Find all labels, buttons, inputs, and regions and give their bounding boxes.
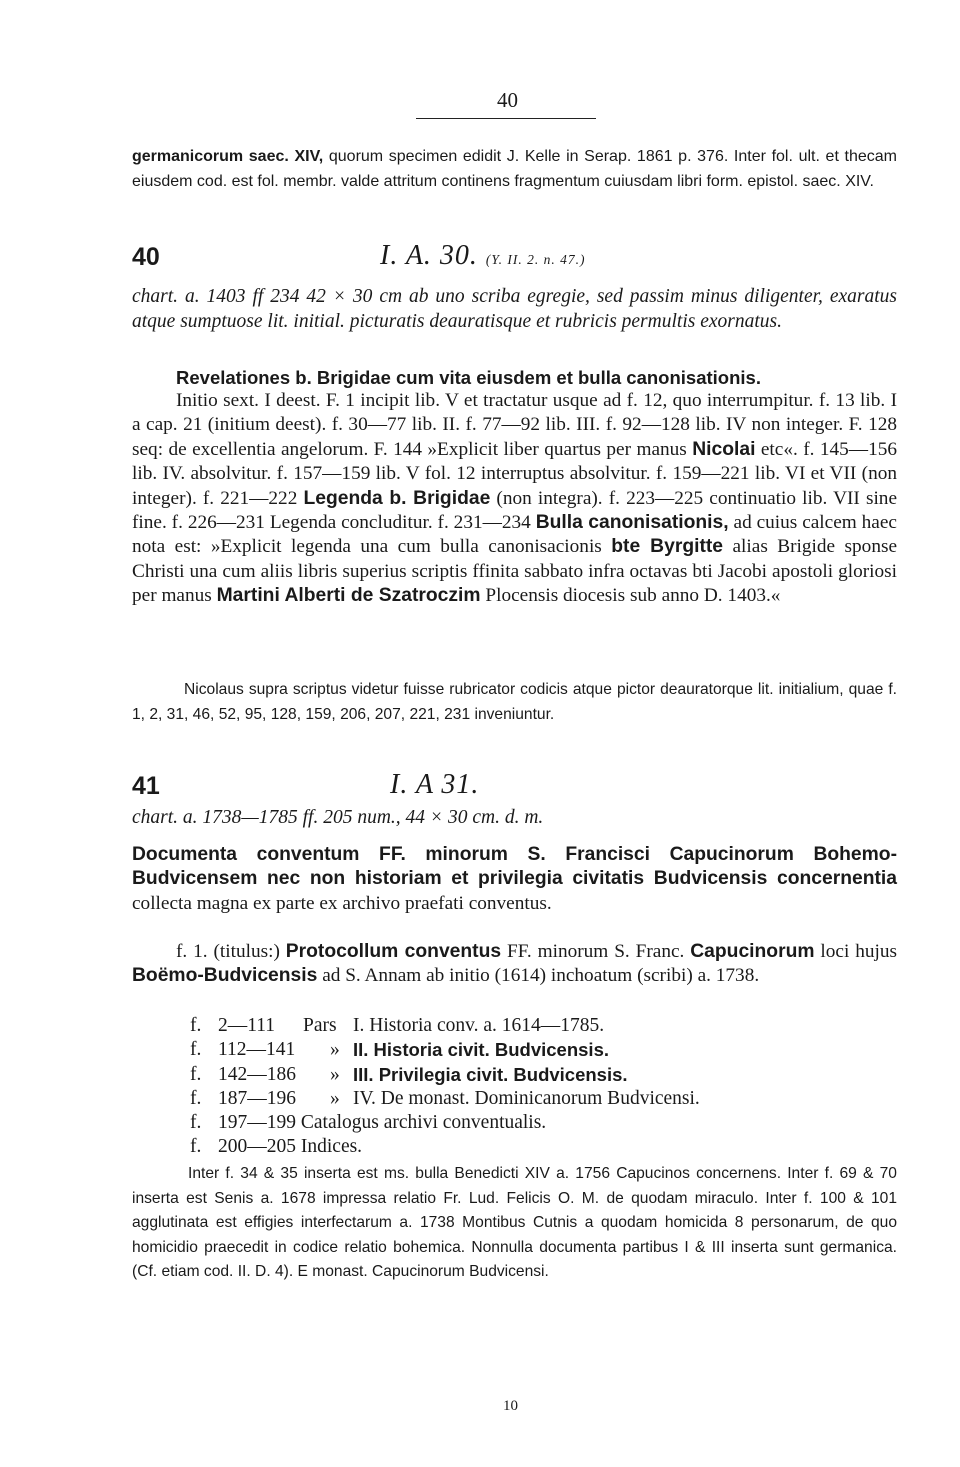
e40-bold-d: Legenda b. Brigidae [303,487,491,509]
e40-bold-h: bte Byrgitte [611,536,724,558]
contents-mark: » [330,1039,340,1061]
contents-f: f. [190,1087,202,1109]
contents-f: f. [190,1063,202,1085]
entry-41-title [132,843,897,916]
contents-text: I. Historia conv. a. 1614—1785. [353,1015,605,1036]
entry-40-old-shelfmark: (Y. II. 2. n. 47.) [485,252,586,267]
contents-text: III. Privilegia civit. Budvicensis. [353,1063,628,1085]
intro-text: quorum specimen edidit J. Kelle in Serap. 1861 p. 376. Inter fol. ult. et thecam eiusdem cod. est fol. membr. valde attritum continens fragmentum cuiusdam libri form. epistol. saec. XIV. [132,148,897,190]
entry-40-heading [132,240,892,273]
contents-text: II. Historia civit. Budvicensis. [353,1039,610,1061]
contents-mark: » [330,1063,340,1085]
contents-f: f. [190,1112,202,1134]
e41-f1-c: FF. minorum S. Franc. [507,941,685,962]
page-number: 40 [497,88,518,112]
contents-text: IV. De monast. Dominicanorum Budvicensi. [353,1087,700,1109]
e40-text-i: alias Brigide sponse Christi una cum aliis libris superius scriptis ffinita sabbato infra octavas bti Jacobi apostoli gloriosi per manus [132,536,898,607]
entry-41-heading [132,769,892,802]
entry-41-shelfmark: I. A 31. [390,769,480,800]
entry-40-shelfmark-text: I. A. 30. [380,240,478,271]
entry-40-note-text: Nicolaus supra scriptus videtur fuisse rubricator codicis atque pictor deauratorque lit. initialium, quae f. 1, 2, 31, 46, 52, 95, 128, 159, 206, 207, 221, 231 inveniuntur. [132,681,897,723]
signature-mark: 10 [503,1398,518,1414]
e40-text-k: Plocensis diocesis sub anno D. 1403.« [485,585,781,607]
header-rule [416,118,596,119]
contents-text: 200—205 Indices. [218,1136,363,1158]
contents-f: f. [190,1015,202,1036]
entry-40-number: 40 [132,243,160,271]
contents-f: f. [190,1039,202,1061]
entry-41-folio1 [132,940,897,989]
contents-range: 112—141 [218,1039,296,1061]
e41-f1-d: Capucinorum [690,941,815,962]
entry-41-note [132,1162,897,1285]
contents-range: 142—186 [218,1063,296,1085]
e40-bold-j: Martini Alberti de Szatroczim [216,585,481,607]
entry-40-shelfmark [380,240,586,272]
entry-40-description: chart. a. 1403 ff 234 42 × 30 cm ab uno scriba egregie, sed passim minus diligenter, exaratus atque sumptuose lit. initial. picturatis deauratisque et rubricis permultis exornatus. [132,286,897,332]
entry-40-title: Revelationes b. Brigidae cum vita eiusdem et bulla canonisationis. [176,367,761,388]
e40-text-g: ad cuius calcem haec nota est: »Explicit legenda una cum bulla canonisacionis [132,512,897,558]
contents-range: 2—111 [218,1015,276,1036]
contents-mark: » [330,1087,340,1109]
intro-bold: germanicorum saec. XIV, [132,148,324,165]
entry-41-title-bold: Documenta conventum FF. minorum S. Francisci Capucinorum Bohemo-Budvicensem nec non historiam et privilegia civitatis Budvicensis concernentia [132,844,897,890]
entry-41-title-rest: collecta magna ex parte ex archivo praefati conventus. [132,892,552,914]
e40-bold-f: Bulla canonisationis, [535,512,729,534]
contents-mark: Pars [303,1015,337,1036]
entry-40-note [132,678,897,727]
e40-text-c: etc«. f. 145—156 lib. IV. absolvitur. f. 157—159 lib. V fol. 12 interruptus absolvitur. f. 159—221 lib. VI et VII (non integer). f. 221—222 [132,438,897,509]
intro-paragraph [132,145,897,194]
e40-bold-b: Nicolai [692,438,756,460]
contents-text: 197—199 Catalogus archivi conventualis. [218,1112,547,1134]
entry-40-contents [132,389,897,609]
e40-text-e: (non integra). f. 223—225 continuatio lib. VII sine fine. f. 226—231 Legenda concluditur. f. 231—234 [132,487,897,534]
entry-41-description: chart. a. 1738—1785 ff. 205 num., 44 × 30 cm. d. m. [132,807,544,828]
e40-text-a: Initio sext. I deest. F. 1 incipit lib. V et tractatur usque ad f. 12, quo interrumpitur. f. 13 lib. I a cap. 21 (initium deest). f. 30—77 lib. II. f. 77—92 lib. III. f. 92—128 lib. IV non integer. F. 128 seq: de excellentia angelorum. F. 144 »Explicit liber quartus per manus [132,390,897,460]
e41-f1-f: Boëmo-Budvicensis [132,965,318,987]
e41-f1-e: loci hujus [820,941,897,962]
entry-41-note-text: Inter f. 34 & 35 inserta est ms. bulla Benedicti XIV a. 1756 Capucinos concernens. Inter f. 69 & 70 inserta est Senis a. 1678 impressa relatio Fr. Lud. Felicis O. M. de quodam miraculo. Inter f. 100 & 101 agglutinata est effigies interfectarum a. 1738 Montibus Cutnis a quodam homicida 8 personarum, de quo homicidio praecedit in codice relatio bohemica. Nonnulla documenta partibus I & III inserta sunt germanica. (Cf. etiam cod. II. D. 4). E monast. Capucinorum Budvicensi. [132,1165,897,1280]
e41-f1-g: ad S. Annam ab initio (1614) inchoatum (scribi) a. 1738. [322,965,760,987]
contents-range: 187—196 [218,1087,296,1109]
e41-f1-a: f. 1. (titulus:) [176,941,280,962]
contents-f: f. [190,1136,202,1158]
e41-f1-b: Protocollum conventus [285,941,502,962]
entry-41-number: 41 [132,772,160,800]
